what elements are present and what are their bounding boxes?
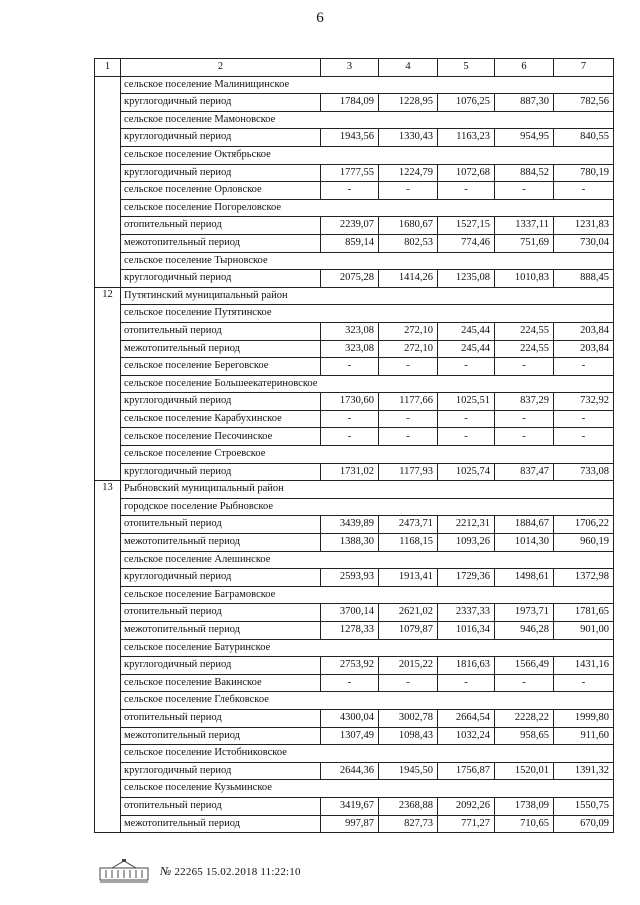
table-row — [95, 164, 614, 182]
value-cell: 997,87 — [321, 815, 379, 833]
value-cell: 1781,65 — [554, 604, 614, 622]
value-cell: 946,28 — [495, 622, 554, 640]
table-row — [95, 340, 614, 358]
value-cell: 911,60 — [554, 727, 614, 745]
value-cell: 1177,66 — [379, 393, 438, 411]
value-cell: 1550,75 — [554, 797, 614, 815]
section-row — [95, 76, 614, 94]
value-cell: 3700,14 — [321, 604, 379, 622]
value-cell: 802,53 — [379, 234, 438, 252]
header-cell: 6 — [495, 59, 554, 77]
table-row — [95, 322, 614, 340]
value-cell: 2075,28 — [321, 270, 379, 288]
value-cell: - — [438, 182, 495, 200]
registration-text: 22265 15.02.2018 11:22:10 — [174, 865, 301, 878]
value-cell: 1278,33 — [321, 622, 379, 640]
table-row — [95, 622, 614, 640]
value-cell: 1414,26 — [379, 270, 438, 288]
table-row — [95, 94, 614, 112]
row-label: круглогодичный период — [121, 762, 321, 780]
value-cell: - — [554, 410, 614, 428]
table-row — [95, 463, 614, 481]
section-label: сельское поселение Большеекатериновское — [121, 375, 614, 393]
value-cell: - — [438, 674, 495, 692]
value-cell: 670,09 — [554, 815, 614, 833]
header-row — [95, 59, 614, 77]
row-label: отопительный период — [121, 709, 321, 727]
value-cell: 323,08 — [321, 322, 379, 340]
row-label: межотопительный период — [121, 622, 321, 640]
value-cell: 1706,22 — [554, 516, 614, 534]
value-cell: - — [495, 410, 554, 428]
value-cell: 2092,26 — [438, 797, 495, 815]
registration-stamp — [160, 864, 301, 879]
table-row — [95, 534, 614, 552]
value-cell: 954,95 — [495, 129, 554, 147]
row-label: межотопительный период — [121, 340, 321, 358]
table-body — [95, 59, 614, 833]
section-label: Путятинский муниципальный район — [121, 287, 614, 305]
value-cell: 1756,87 — [438, 762, 495, 780]
header-cell: 2 — [121, 59, 321, 77]
value-cell: - — [379, 182, 438, 200]
value-cell: 1235,08 — [438, 270, 495, 288]
value-cell: 837,47 — [495, 463, 554, 481]
value-cell: 1527,15 — [438, 217, 495, 235]
row-label: круглогодичный период — [121, 569, 321, 587]
value-cell: 1913,41 — [379, 569, 438, 587]
table-row — [95, 234, 614, 252]
value-cell: 224,55 — [495, 322, 554, 340]
value-cell: 888,45 — [554, 270, 614, 288]
value-cell: 1093,26 — [438, 534, 495, 552]
row-label: круглогодичный период — [121, 94, 321, 112]
row-label: круглогодичный период — [121, 129, 321, 147]
header-cell: 4 — [379, 59, 438, 77]
value-cell: - — [554, 182, 614, 200]
row-label: отопительный период — [121, 322, 321, 340]
value-cell: - — [495, 182, 554, 200]
section-row — [95, 111, 614, 129]
table-row — [95, 270, 614, 288]
section-label: сельское поселение Глебковское — [121, 692, 614, 710]
row-label: сельское поселение Орловское — [121, 182, 321, 200]
value-cell: 1177,93 — [379, 463, 438, 481]
table-row — [95, 604, 614, 622]
section-row — [95, 146, 614, 164]
row-label: сельское поселение Песочинское — [121, 428, 321, 446]
section-row — [95, 498, 614, 516]
value-cell: 245,44 — [438, 340, 495, 358]
row-index: 13 — [95, 481, 121, 833]
table-row — [95, 657, 614, 675]
value-cell: - — [438, 428, 495, 446]
value-cell: 3419,67 — [321, 797, 379, 815]
value-cell: 1729,36 — [438, 569, 495, 587]
value-cell: - — [321, 182, 379, 200]
value-cell: - — [321, 674, 379, 692]
section-label: сельское поселение Батуринское — [121, 639, 614, 657]
row-label: межотопительный период — [121, 815, 321, 833]
value-cell: 1098,43 — [379, 727, 438, 745]
table-row — [95, 217, 614, 235]
section-label: сельское поселение Погореловское — [121, 199, 614, 217]
value-cell: 245,44 — [438, 322, 495, 340]
table-row — [95, 674, 614, 692]
row-label: межотопительный период — [121, 727, 321, 745]
section-row — [95, 780, 614, 798]
value-cell: 1016,34 — [438, 622, 495, 640]
value-cell: 771,27 — [438, 815, 495, 833]
value-cell: - — [321, 358, 379, 376]
value-cell: 3439,89 — [321, 516, 379, 534]
section-label: сельское поселение Истобниковское — [121, 745, 614, 763]
value-cell: 901,00 — [554, 622, 614, 640]
value-cell: 2753,92 — [321, 657, 379, 675]
section-row — [95, 481, 614, 499]
value-cell: 730,04 — [554, 234, 614, 252]
table-row — [95, 129, 614, 147]
section-row — [95, 446, 614, 464]
value-cell: 859,14 — [321, 234, 379, 252]
row-label: круглогодичный период — [121, 164, 321, 182]
table-row — [95, 516, 614, 534]
value-cell: - — [495, 428, 554, 446]
value-cell: - — [379, 410, 438, 428]
row-label: межотопительный период — [121, 534, 321, 552]
tariff-table — [94, 58, 614, 833]
value-cell: 1784,09 — [321, 94, 379, 112]
value-cell: 1884,67 — [495, 516, 554, 534]
value-cell: - — [554, 428, 614, 446]
value-cell: 1337,11 — [495, 217, 554, 235]
section-label: сельское поселение Малинищинское — [121, 76, 614, 94]
value-cell: 1025,51 — [438, 393, 495, 411]
value-cell: 1224,79 — [379, 164, 438, 182]
value-cell: 1388,30 — [321, 534, 379, 552]
value-cell: 4300,04 — [321, 709, 379, 727]
table-row — [95, 709, 614, 727]
value-cell: - — [321, 410, 379, 428]
value-cell: 1680,67 — [379, 217, 438, 235]
row-label: отопительный период — [121, 217, 321, 235]
value-cell: 1566,49 — [495, 657, 554, 675]
table-row — [95, 569, 614, 587]
value-cell: 1777,55 — [321, 164, 379, 182]
value-cell: 1731,02 — [321, 463, 379, 481]
value-cell: 1945,50 — [379, 762, 438, 780]
section-label: сельское поселение Мамоновское — [121, 111, 614, 129]
section-label: сельское поселение Баграмовское — [121, 586, 614, 604]
row-label: сельское поселение Карабухинское — [121, 410, 321, 428]
table-row — [95, 410, 614, 428]
value-cell: 2015,22 — [379, 657, 438, 675]
section-label: сельское поселение Кузьминское — [121, 780, 614, 798]
value-cell: - — [554, 674, 614, 692]
table-row — [95, 393, 614, 411]
section-label: сельское поселение Путятинское — [121, 305, 614, 323]
row-label: межотопительный период — [121, 234, 321, 252]
value-cell: 1816,63 — [438, 657, 495, 675]
value-cell: 1228,95 — [379, 94, 438, 112]
value-cell: 1431,16 — [554, 657, 614, 675]
value-cell: 1010,83 — [495, 270, 554, 288]
row-label: круглогодичный период — [121, 463, 321, 481]
value-cell: 272,10 — [379, 340, 438, 358]
value-cell: 272,10 — [379, 322, 438, 340]
row-label: круглогодичный период — [121, 393, 321, 411]
section-row — [95, 252, 614, 270]
row-label: сельское поселение Вакинское — [121, 674, 321, 692]
section-label: сельское поселение Строевское — [121, 446, 614, 464]
value-cell: 2228,22 — [495, 709, 554, 727]
section-label: сельское поселение Тырновское — [121, 252, 614, 270]
value-cell: 732,92 — [554, 393, 614, 411]
value-cell: 2212,31 — [438, 516, 495, 534]
row-label: круглогодичный период — [121, 657, 321, 675]
value-cell: 1498,61 — [495, 569, 554, 587]
table-row — [95, 428, 614, 446]
table-row — [95, 727, 614, 745]
table-row — [95, 182, 614, 200]
section-row — [95, 199, 614, 217]
value-cell: 1330,43 — [379, 129, 438, 147]
value-cell: 203,84 — [554, 340, 614, 358]
row-label: отопительный период — [121, 797, 321, 815]
value-cell: - — [379, 674, 438, 692]
value-cell: 2337,33 — [438, 604, 495, 622]
value-cell: - — [495, 674, 554, 692]
value-cell: - — [438, 410, 495, 428]
value-cell: 3002,78 — [379, 709, 438, 727]
section-row — [95, 305, 614, 323]
registration-prefix: № — [160, 863, 172, 878]
section-row — [95, 551, 614, 569]
value-cell: 827,73 — [379, 815, 438, 833]
value-cell: 887,30 — [495, 94, 554, 112]
table-row — [95, 815, 614, 833]
value-cell: 884,52 — [495, 164, 554, 182]
value-cell: 837,29 — [495, 393, 554, 411]
value-cell: 710,65 — [495, 815, 554, 833]
value-cell: 2644,36 — [321, 762, 379, 780]
section-row — [95, 287, 614, 305]
value-cell: 1163,23 — [438, 129, 495, 147]
value-cell: 1168,15 — [379, 534, 438, 552]
value-cell: 1973,71 — [495, 604, 554, 622]
value-cell: 774,46 — [438, 234, 495, 252]
value-cell: 224,55 — [495, 340, 554, 358]
value-cell: 1391,32 — [554, 762, 614, 780]
value-cell: 2239,07 — [321, 217, 379, 235]
value-cell: 1372,98 — [554, 569, 614, 587]
header-cell: 3 — [321, 59, 379, 77]
value-cell: 1999,80 — [554, 709, 614, 727]
section-row — [95, 375, 614, 393]
section-row — [95, 639, 614, 657]
value-cell: 2368,88 — [379, 797, 438, 815]
value-cell: - — [321, 428, 379, 446]
value-cell: 1025,74 — [438, 463, 495, 481]
row-index: 12 — [95, 287, 121, 481]
value-cell: 1231,83 — [554, 217, 614, 235]
value-cell: 2664,54 — [438, 709, 495, 727]
value-cell: 1014,30 — [495, 534, 554, 552]
page-number: 6 — [316, 10, 324, 26]
value-cell: 1032,24 — [438, 727, 495, 745]
value-cell: 733,08 — [554, 463, 614, 481]
value-cell: 840,55 — [554, 129, 614, 147]
row-label: круглогодичный период — [121, 270, 321, 288]
value-cell: - — [379, 428, 438, 446]
row-label: отопительный период — [121, 516, 321, 534]
value-cell: 780,19 — [554, 164, 614, 182]
value-cell: 1520,01 — [495, 762, 554, 780]
value-cell: 1072,68 — [438, 164, 495, 182]
row-label: отопительный период — [121, 604, 321, 622]
value-cell: 1730,60 — [321, 393, 379, 411]
value-cell: - — [438, 358, 495, 376]
section-label: городское поселение Рыбновское — [121, 498, 614, 516]
header-cell: 7 — [554, 59, 614, 77]
value-cell: 1076,25 — [438, 94, 495, 112]
value-cell: 2473,71 — [379, 516, 438, 534]
building-stamp-icon — [98, 858, 150, 884]
value-cell: 1943,56 — [321, 129, 379, 147]
value-cell: 958,65 — [495, 727, 554, 745]
value-cell: 1738,09 — [495, 797, 554, 815]
row-index — [95, 76, 121, 287]
table-row — [95, 358, 614, 376]
value-cell: 751,69 — [495, 234, 554, 252]
section-label: сельское поселение Октябрьское — [121, 146, 614, 164]
document-footer — [98, 856, 301, 886]
value-cell: 1079,87 — [379, 622, 438, 640]
value-cell: - — [554, 358, 614, 376]
table-row — [95, 762, 614, 780]
value-cell: 782,56 — [554, 94, 614, 112]
header-cell: 1 — [95, 59, 121, 77]
section-row — [95, 586, 614, 604]
value-cell: 960,19 — [554, 534, 614, 552]
value-cell: - — [379, 358, 438, 376]
row-label: сельское поселение Береговское — [121, 358, 321, 376]
section-row — [95, 692, 614, 710]
value-cell: 1307,49 — [321, 727, 379, 745]
section-row — [95, 745, 614, 763]
value-cell: 203,84 — [554, 322, 614, 340]
value-cell: - — [495, 358, 554, 376]
value-cell: 323,08 — [321, 340, 379, 358]
section-label: сельское поселение Алешинское — [121, 551, 614, 569]
table-row — [95, 797, 614, 815]
section-label: Рыбновский муниципальный район — [121, 481, 614, 499]
value-cell: 2621,02 — [379, 604, 438, 622]
header-cell: 5 — [438, 59, 495, 77]
value-cell: 2593,93 — [321, 569, 379, 587]
